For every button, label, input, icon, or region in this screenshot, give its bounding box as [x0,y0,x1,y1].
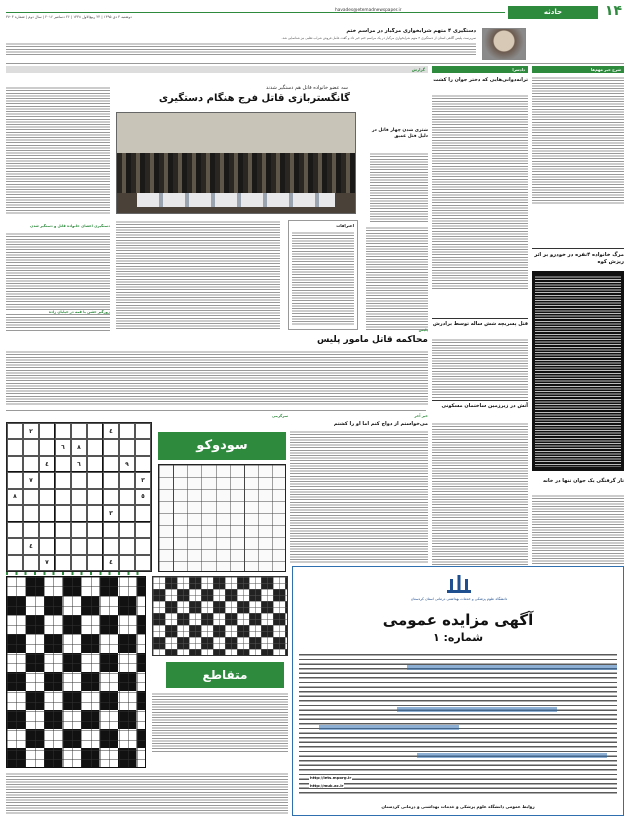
ad-highlight-3 [319,725,459,730]
sudoku-cell[interactable]: ٩ [119,456,135,472]
sudoku-cell[interactable] [7,522,23,538]
sudoku-cell[interactable] [23,456,39,472]
marriage-body [290,430,428,564]
sudoku-cell[interactable] [55,505,71,521]
sudoku-cell[interactable] [71,472,87,488]
university-logo [444,573,474,595]
col2-story2-body [432,338,528,398]
divider-2 [6,410,426,411]
top-story-body [6,42,476,56]
sudoku-cell[interactable] [71,505,87,521]
divider [6,63,624,64]
sudoku-cell[interactable] [119,423,135,439]
crossword-section [6,576,288,816]
main-body-cols [116,220,280,330]
sudoku-cell[interactable]: ٤ [39,456,55,472]
crossword-title: متقاطع [202,668,248,682]
ad-highlight-4 [417,753,607,758]
sudoku-grid[interactable] [6,422,152,572]
ad-footer: روابط عمومی دانشگاه علوم پزشکی و خدمات بهداشتی و درمانی کردستان [381,804,535,809]
sudoku-cell[interactable] [87,472,103,488]
auction-ad [292,566,624,816]
marriage-title: می‌خواستم از دواج کنم اما او را کشتم [333,421,428,427]
sudoku-cell[interactable] [39,439,55,455]
sudoku-cell[interactable] [39,423,55,439]
sudoku-cell[interactable] [103,489,119,505]
puzzle-section [6,414,288,574]
right-story2-title: مرگ خانواده ۴نفره در خودرو بر اثر ریزش کوه [534,252,624,265]
main-story [6,66,428,336]
ad-highlight-2 [397,707,557,712]
sudoku-cell[interactable] [103,439,119,455]
col2-tag: دادسرا [512,67,525,72]
right-briefs [532,76,624,204]
section-title-box [508,6,598,19]
sudoku-cell[interactable] [71,423,87,439]
col2-tag-bar [432,66,528,73]
crossword-clues-vertical [6,772,288,814]
sudoku-mini-grid [158,464,286,572]
sudoku-cell[interactable] [39,522,55,538]
sudoku-cell[interactable]: ٤ [103,423,119,439]
sudoku-cell[interactable] [23,555,39,571]
sudoku-cell[interactable] [7,472,23,488]
ad-title: آگهی مزایده عمومی [382,611,534,629]
confession-title: اعترافات [336,223,354,228]
sudoku-cell[interactable] [7,423,23,439]
sudoku-cell[interactable] [39,505,55,521]
right-dark-box [532,271,624,471]
col2-story1-title: ترانه‌دوانی‌هایی که دختر جوان را کشت [433,77,528,83]
sudoku-cell[interactable] [135,456,151,472]
university-logo-icon [444,573,474,595]
right-dark-body [535,275,621,467]
sudoku-cell[interactable] [87,423,103,439]
sudoku-cell[interactable] [55,489,71,505]
sudoku-cell[interactable] [87,538,103,554]
sudoku-title-box [158,432,286,460]
sudoku-cell[interactable] [55,538,71,554]
main-tag-bar [6,66,428,73]
sudoku-cell[interactable]: ٢ [23,423,39,439]
top-story-title: دستگیری ۴ متهم شرابخواری مرگبار در مراسم ختم [346,28,476,34]
sudoku-cell[interactable] [135,505,151,521]
main-body-left2 [6,232,110,332]
sudoku-cell[interactable] [71,489,87,505]
ad-website-1[interactable]: http://iets.mporg.ir [310,775,352,780]
trial-story [6,328,428,408]
page-number: ۱۴ [604,3,622,19]
sudoku-cell[interactable] [55,423,71,439]
sudoku-cell[interactable] [55,522,71,538]
header-rule [6,12,505,13]
sudoku-cell[interactable]: ٣ [103,505,119,521]
trial-body [6,350,428,406]
main-title: گانگستربازی قاتل فرج هنگام دستگیری [158,93,350,104]
sudoku-cell[interactable] [119,522,135,538]
right-column [532,66,624,484]
sudoku-cell[interactable] [135,439,151,455]
sudoku-cell[interactable]: ٧ [23,472,39,488]
right-tag-bar [532,66,624,73]
crossword-title-box [166,662,284,688]
trial-title: محاکمه قاتل مامور پلیس [316,335,428,345]
sudoku-cell[interactable]: ٣ [135,472,151,488]
sudoku-cell[interactable] [23,522,39,538]
sudoku-title: سودوکو [196,438,248,453]
sudoku-cell[interactable] [87,439,103,455]
photo-sheets [137,193,335,207]
sudoku-cell[interactable] [71,555,87,571]
sudoku-cell[interactable] [119,472,135,488]
sudoku-cell[interactable] [119,555,135,571]
sudoku-cell[interactable] [119,505,135,521]
sudoku-cell[interactable]: ٨ [7,489,23,505]
main-photo [116,112,356,214]
sudoku-cell[interactable] [103,538,119,554]
sudoku-cell[interactable] [119,439,135,455]
crossword-grid[interactable] [6,576,146,768]
sudoku-cell[interactable] [39,489,55,505]
sudoku-cell[interactable] [135,555,151,571]
ad-subtitle: شماره: ۱ [432,631,484,644]
website-link[interactable]: havades@etemadnewspaper.ir [335,8,402,13]
sudoku-cell[interactable] [103,472,119,488]
sudoku-cell[interactable] [7,456,23,472]
confession-box [288,220,358,330]
sudoku-cell[interactable] [87,555,103,571]
right-story3-title: تار گرفتگی یک جوان تنها در خانه [542,478,624,484]
sudoku-cell[interactable] [71,538,87,554]
col2-story1-body [432,94,528,289]
sudoku-cell[interactable] [87,489,103,505]
sudoku-cell[interactable] [55,555,71,571]
sudoku-cell[interactable]: ٥ [135,489,151,505]
main-tag: گزارش [411,67,425,72]
main-side-title: دستگیری اعضای خانواده قاتل و دستگیر شدن [30,224,110,228]
sudoku-cell[interactable] [23,439,39,455]
confession-body [292,231,354,326]
main-photo-caption: شتری شدن چهار قاتل در دلیل قتل عمیق [371,128,428,139]
sudoku-cell[interactable] [103,522,119,538]
marriage-story [290,414,428,564]
sudoku-cell[interactable]: ٦ [71,456,87,472]
column-two [432,66,528,546]
sudoku-cell[interactable] [55,472,71,488]
sudoku-cell[interactable] [39,472,55,488]
sudoku-cell[interactable] [7,505,23,521]
col2-story3-body [432,422,528,577]
ad-university: دانشگاه علوم پزشکی و خدمات بهداشتی درمانی استان کردستان [410,597,508,601]
main-body-right [366,226,428,330]
sudoku-cell[interactable] [23,489,39,505]
sudoku-cell[interactable] [39,538,55,554]
sudoku-cell[interactable] [7,439,23,455]
main-body-left [6,86,110,214]
sudoku-cell[interactable] [87,505,103,521]
ad-website-2[interactable]: http://muk.ac.ir [310,783,344,788]
main-photo-sidebar [370,152,428,222]
sudoku-cell[interactable]: ٧ [39,555,55,571]
right-tag: شرح خبر مهم‌ها [590,67,621,72]
ad-highlight-1 [407,665,617,670]
main-kicker: سه عضو خانواده قاتل هم دستگیر شدند [266,85,348,91]
top-story-summary: سرپرست پلیس آگاهی استان از دستگیری ۴ متهم شرابخواری مرگبار در یک مراسم ختم خبر داد و گفت عامل فروش شراب تقلبی نیز شناسایی شد. [281,36,476,40]
photo-crowd [117,153,355,193]
sudoku-cell[interactable] [119,538,135,554]
sudoku-cell[interactable] [87,456,103,472]
sudoku-cell[interactable] [7,538,23,554]
sudoku-cell[interactable] [7,555,23,571]
col2-story3-title: آتش در زیرزمین ساختمان مسکونی [432,400,528,410]
main-side-subtitle: زورگیر خشن با قمه در خیابان زاده [6,310,110,314]
sudoku-cell[interactable] [135,522,151,538]
sudoku-cell[interactable] [71,522,87,538]
crossword-mini [152,576,288,656]
crossword-numbers-top [6,572,146,575]
trial-tag: پلیس [418,328,428,332]
col2-story2-title: قتل پسربچه شش ساله توسط برادرش [432,318,528,328]
sudoku-cell[interactable] [135,538,151,554]
top-story [6,28,476,58]
sudoku-cell[interactable] [135,423,151,439]
sudoku-cell[interactable]: ٦ [55,439,71,455]
date-line: دوشنبه ۴ دی ۱۳۹۵ | ۲۴ ربیع‌الاول ۱۴۳۸ | ۲۶ دسامبر ۲۰۱۶ | سال دوم | شماره ۳۷۰۳ [6,15,132,19]
sudoku-cell[interactable] [87,522,103,538]
sudoku-cell[interactable] [119,489,135,505]
sudoku-cell[interactable] [55,456,71,472]
crossword-clues-horizontal [152,692,288,752]
top-story-photo [482,28,526,60]
sudoku-cell[interactable]: ٤ [23,538,39,554]
sudoku-cell[interactable]: ٤ [103,555,119,571]
sudoku-cell[interactable]: ٨ [71,439,87,455]
marriage-tag: خبر آخر [414,414,428,418]
puzzle-tag: سرگرمی [272,414,288,418]
sudoku-cell[interactable] [103,456,119,472]
section-title: حادثه [543,8,563,16]
sudoku-cell[interactable] [23,505,39,521]
page-header [0,0,630,24]
